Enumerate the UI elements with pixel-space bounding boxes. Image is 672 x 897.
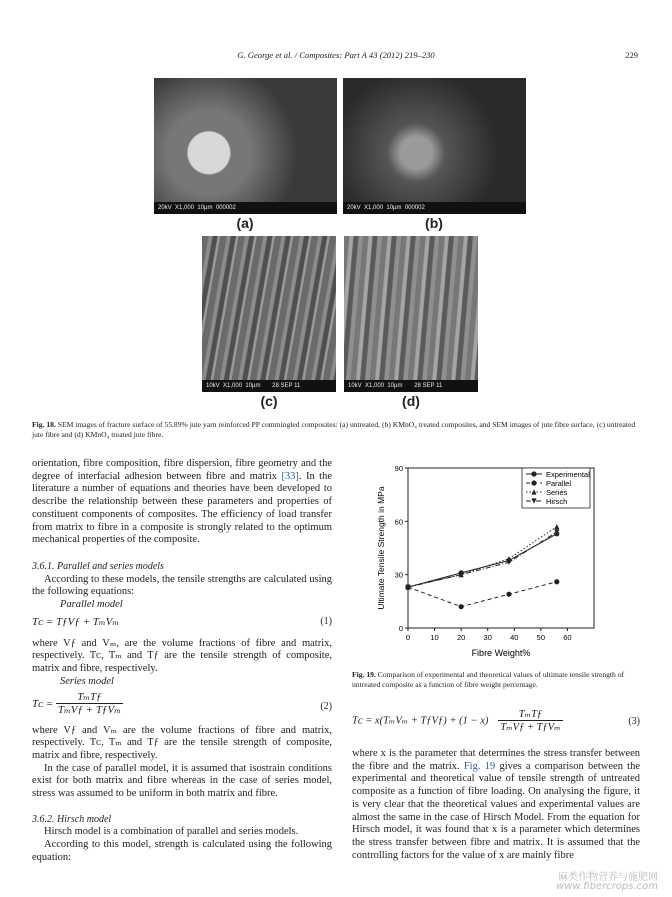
series-line-series [408, 527, 557, 587]
x-tick-label: 20 [456, 633, 466, 642]
equation-2 [32, 691, 332, 725]
x-axis-label: Fibre Weight% [471, 648, 531, 658]
running-head: G. George et al. / Composites: Part A 43 (2012) 219–230 [237, 50, 435, 60]
paragraph: where Vƒ and Vₘ, are the volume fractions of fibre and matrix, respectively. Tᴄ, Tₘ and Tƒ are the tensile strength of composite, matrix and fibre, respectively. [32, 637, 332, 675]
figure-19-chart [352, 458, 640, 668]
text-run: orientation, fibre composition, fibre dispersion, fibre geometry and the degree of interfacial adhesion between fibre and matrix [32, 458, 332, 482]
sem-image-a [154, 78, 337, 214]
text-run: where x is the parameter that determines the stress transfer between the fibre and the matrix. [352, 748, 640, 772]
watermark-cn: 麻类作物营养与施肥网 [558, 872, 658, 883]
data-point-parallel [459, 604, 464, 609]
panel-label-d: (d) [402, 393, 420, 409]
y-axis-label: Ultimate Tensile Strength in MPa [376, 486, 386, 610]
denominator: TₘVƒ + TƒVₘ [57, 704, 121, 717]
figure-reference-link[interactable]: Fig. 19 [463, 760, 496, 772]
sem-image-d [344, 236, 478, 392]
data-point-parallel [506, 592, 511, 597]
caption-text: SEM images of fracture surface of 55.89% jute yarn reinforced PP commingled composites: (a) untreated, (b) KMnO₄ treated composites, and SEM images of jute fibre surface, (c) untreated jute fibre and (d) KMnO₄ treated jute fibre. [32, 420, 636, 439]
legend-entry: Experimental [546, 470, 590, 479]
numerator: TₘTƒ [498, 708, 562, 721]
text-run: gives a comparison between the experimental and theoretical value of tensile strength of untreated composite as a function of fibre loading. On analysing the figure, it is very clear that the theoretical values and experimental values are almost the same in the case of Hirsch Model. From the equation for Hirsch model, it was found that x is a parameter which determines the stress transfer between fibre and matrix. It is assumed that the controlling factors for the value of x are mainly fibre [352, 760, 641, 861]
legend-entry: Series [546, 488, 568, 497]
series-line-experimental [408, 534, 557, 587]
watermark-url: www.fibercrops.com [556, 881, 658, 892]
sem-image-c [202, 236, 336, 392]
legend-entry: Parallel [546, 479, 572, 488]
paragraph [352, 748, 640, 862]
model-label: Series model [60, 675, 114, 687]
caption-text: Comparison of experimental and theoretical values of ultimate tensile strength of untreated composite as a function of fibre weight percentage. [352, 670, 625, 689]
panel-label-b: (b) [425, 215, 443, 231]
right-column-text [352, 748, 640, 862]
data-point-parallel [554, 579, 559, 584]
model-label: Parallel model [60, 599, 123, 611]
y-tick-label: 90 [394, 464, 403, 473]
page-number: 229 [625, 50, 638, 60]
denominator: TₘVƒ + TƒVₘ [500, 722, 561, 733]
equation-3 [352, 708, 640, 742]
paragraph: In the case of parallel model, it is assumed that isostrain conditions exist for both matrix and fibre whereas in the case of series model, stress was assumed to be uniform in both matrix and fibre. [32, 762, 332, 800]
paragraph: Hirsch model is a combination of parallel and series models. [44, 826, 299, 838]
sem-image-b [343, 78, 526, 214]
legend-marker [531, 480, 536, 485]
left-column [32, 458, 332, 865]
x-tick-label: 30 [483, 633, 492, 642]
series-line-hirsch [408, 532, 557, 587]
x-tick-label: 50 [536, 633, 546, 642]
y-tick-label: 0 [398, 624, 403, 633]
equation-number: (3) [628, 716, 640, 727]
series-line-parallel [408, 582, 557, 607]
paragraph: where Vƒ and Vₘ are the volume fractions of fibre and matrix, respectively. Tᴄ, Tₘ and Tƒ are the tensile strength of composite, matrix and fibre, respectively. [32, 724, 332, 761]
sem-info-bar: 20kV X1,000 10µm 000002 [343, 202, 526, 214]
sem-info-bar: 10kV X1,000 10µm 28 SEP 11 [344, 380, 478, 392]
sem-info-bar: 20kV X1,000 10µm 000002 [154, 202, 337, 214]
y-tick-label: 30 [394, 570, 403, 580]
paragraph: According to these models, the tensile strengths are calculated using the following equations: [32, 573, 332, 598]
x-tick-label: 0 [405, 633, 411, 642]
equation-number: (2) [320, 700, 332, 712]
caption-label: Fig. 19. [352, 670, 376, 679]
data-point-series [554, 524, 559, 529]
x-tick-label: 10 [430, 633, 439, 642]
reference-link[interactable]: [33] [281, 470, 299, 482]
equation-number: (1) [320, 615, 332, 627]
paragraph: According to this model, strength is calculated using the following equation: [32, 839, 332, 863]
figure-19-caption [352, 670, 640, 690]
equation-1 [32, 616, 332, 638]
equation-text: Tᴄ = TƒVƒ + TₘVₘ [32, 615, 120, 628]
equation-lhs: Tᴄ = [32, 697, 54, 710]
section-heading: 3.6.2. Hirsch model [32, 813, 112, 825]
legend-marker [531, 471, 536, 476]
x-tick-label: 40 [510, 633, 519, 642]
sem-info-bar: 10kV X1,000 10µm 28 SEP 11 [202, 380, 336, 392]
equation-lhs: Tᴄ = x(TₘVₘ + TƒVƒ) + (1 − x) [352, 715, 489, 727]
text-run: . In the literature a number of equations and theories have been developed to describe the relationship between these parameters and properties of constituent components of composites. The efficiency of load transfer from matrix to fibre in a composite is strongly related to the optimum mechanical properties of the composite. [32, 470, 332, 546]
figure-18-caption [32, 420, 638, 440]
panel-label-c: (c) [260, 393, 278, 409]
section-heading: 3.6.1. Parallel and series models [32, 560, 164, 572]
equation-fraction [498, 708, 562, 733]
legend-entry: Hirsch [546, 497, 568, 506]
panel-label-a: (a) [236, 215, 254, 231]
equation-fraction [56, 691, 123, 717]
x-tick-label: 60 [563, 633, 572, 642]
caption-label: Fig. 18. [32, 420, 56, 429]
y-tick-label: 60 [394, 517, 403, 527]
numerator: TₘTƒ [56, 691, 123, 705]
paragraph [32, 458, 332, 547]
